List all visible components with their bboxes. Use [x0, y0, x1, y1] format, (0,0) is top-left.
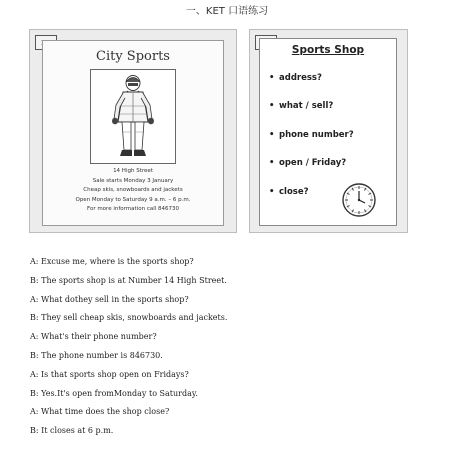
- poster-line: For more information call 846730: [86, 206, 180, 212]
- page-heading: 一、KET 口语练习: [185, 6, 269, 17]
- cue-item-label: what / sell?: [279, 101, 334, 111]
- dialogue-line: B: It closes at 6 p.m.: [30, 426, 114, 436]
- skier-figure: [90, 69, 176, 164]
- cue-item-label: close?: [279, 187, 309, 197]
- dialogue-line: A: What time does the shop close?: [30, 407, 170, 417]
- dialogue-line: B: They sell cheap skis, snowboards and jackets.: [30, 313, 228, 323]
- cue-item: [269, 73, 322, 83]
- cue-item: [269, 130, 354, 140]
- poster-line: Open Monday to Saturday 9 a.m. – 6 p.m.: [75, 196, 191, 203]
- dialogue-line: A: What's their phone number?: [30, 332, 157, 342]
- dialogue-line: A: Is that sports shop open on Fridays?: [30, 369, 189, 379]
- cue-item: [269, 187, 309, 197]
- cue-item-label: phone number?: [279, 130, 354, 140]
- poster-info: [43, 167, 223, 215]
- bullet-icon: •: [269, 158, 275, 168]
- poster-line: 14 High Street: [113, 168, 153, 174]
- cue-item: [269, 158, 346, 168]
- card-1a: [29, 29, 237, 233]
- dialogue-line: A: What dothey sell in the sports shop?: [30, 294, 189, 304]
- dialogue-line: B: The sports shop is at Number 14 High Street.: [30, 275, 227, 285]
- cue-card: [259, 38, 397, 226]
- bullet-icon: •: [269, 73, 275, 83]
- dialogue-line: B: The phone number is 846730.: [30, 350, 163, 360]
- clock-icon: [341, 182, 377, 218]
- poster-line: Cheap skis, snowboards and jackets: [83, 187, 183, 193]
- bullet-icon: •: [269, 187, 275, 197]
- poster: [42, 40, 224, 226]
- poster-title: City Sports: [96, 49, 170, 64]
- dialogue-line: A: Excuse me, where is the sports shop?: [30, 257, 194, 266]
- card-1b: [249, 29, 408, 233]
- bullet-icon: •: [269, 101, 275, 111]
- cue-item-label: open / Friday?: [279, 158, 347, 168]
- poster-line: Sale starts Monday 3 January: [92, 177, 174, 184]
- dialogue: [30, 257, 430, 445]
- skier-figure-drawing: [91, 70, 175, 163]
- cue-item-label: address?: [279, 73, 322, 83]
- bullet-icon: •: [269, 130, 275, 140]
- cue-card-title: Sports Shop: [291, 44, 365, 56]
- dialogue-line: B: Yes.It's open fromMonday to Saturday.: [30, 388, 198, 398]
- cue-item: [269, 101, 333, 111]
